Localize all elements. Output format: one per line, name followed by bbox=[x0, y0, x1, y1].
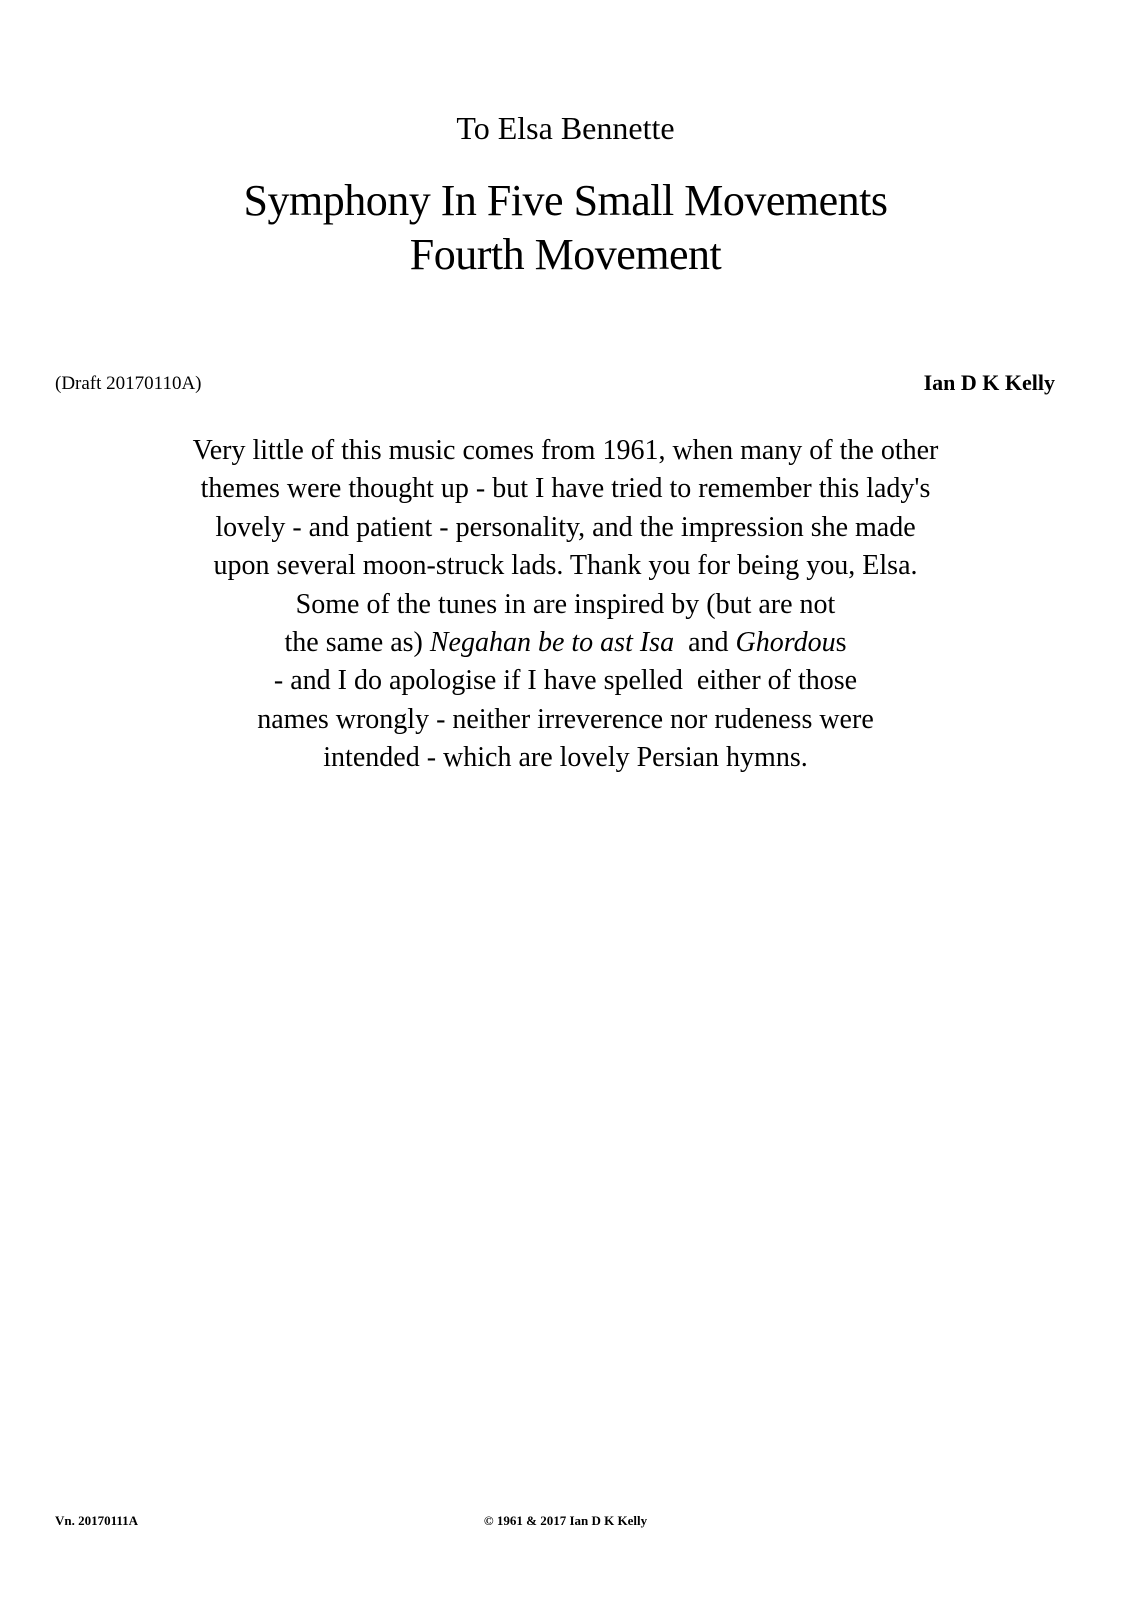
preface-line: names wrongly - neither irreverence nor rudeness were bbox=[257, 703, 874, 735]
preface-text-run: and bbox=[674, 627, 736, 659]
hymn-title-ghordous: Ghordou bbox=[735, 627, 836, 659]
preface-line: lovely - and patient - personality, and the impression she made bbox=[215, 511, 916, 543]
preface-line: Some of the tunes in are inspired by (but are not bbox=[295, 588, 836, 620]
movement-title: Fourth Movement bbox=[409, 230, 722, 279]
symphony-title: Symphony In Five Small Movements bbox=[243, 176, 888, 225]
hymn-title-negahan: Negahan be to ast Isa bbox=[429, 627, 675, 659]
preface-line: - and I do apologise if I have spelled either of those bbox=[273, 665, 858, 697]
copyright-notice: © 1961 & 2017 Ian D K Kelly bbox=[483, 1513, 648, 1528]
preface-line: upon several moon-struck lads. Thank you for being you, Elsa. bbox=[213, 550, 918, 582]
preface-text-run: the same as) bbox=[284, 627, 430, 659]
author-name: Ian D K Kelly bbox=[923, 370, 1055, 395]
title-block bbox=[0, 174, 1131, 282]
draft-label: (Draft 20170110A) bbox=[55, 373, 202, 394]
preface-text-run: s bbox=[835, 627, 847, 659]
preface-line: Very little of this music comes from 1961, when many of the other bbox=[192, 435, 939, 466]
preface-text bbox=[0, 432, 1131, 778]
version-label: Vn. 20170111A bbox=[55, 1513, 139, 1528]
preface-line-with-titles bbox=[0, 624, 1131, 662]
preface-line: themes were thought up - but I have tried to remember this lady's bbox=[200, 473, 931, 505]
dedication: To Elsa Bennette bbox=[456, 110, 675, 146]
preface-line: intended - which are lovely Persian hymns. bbox=[323, 742, 808, 774]
